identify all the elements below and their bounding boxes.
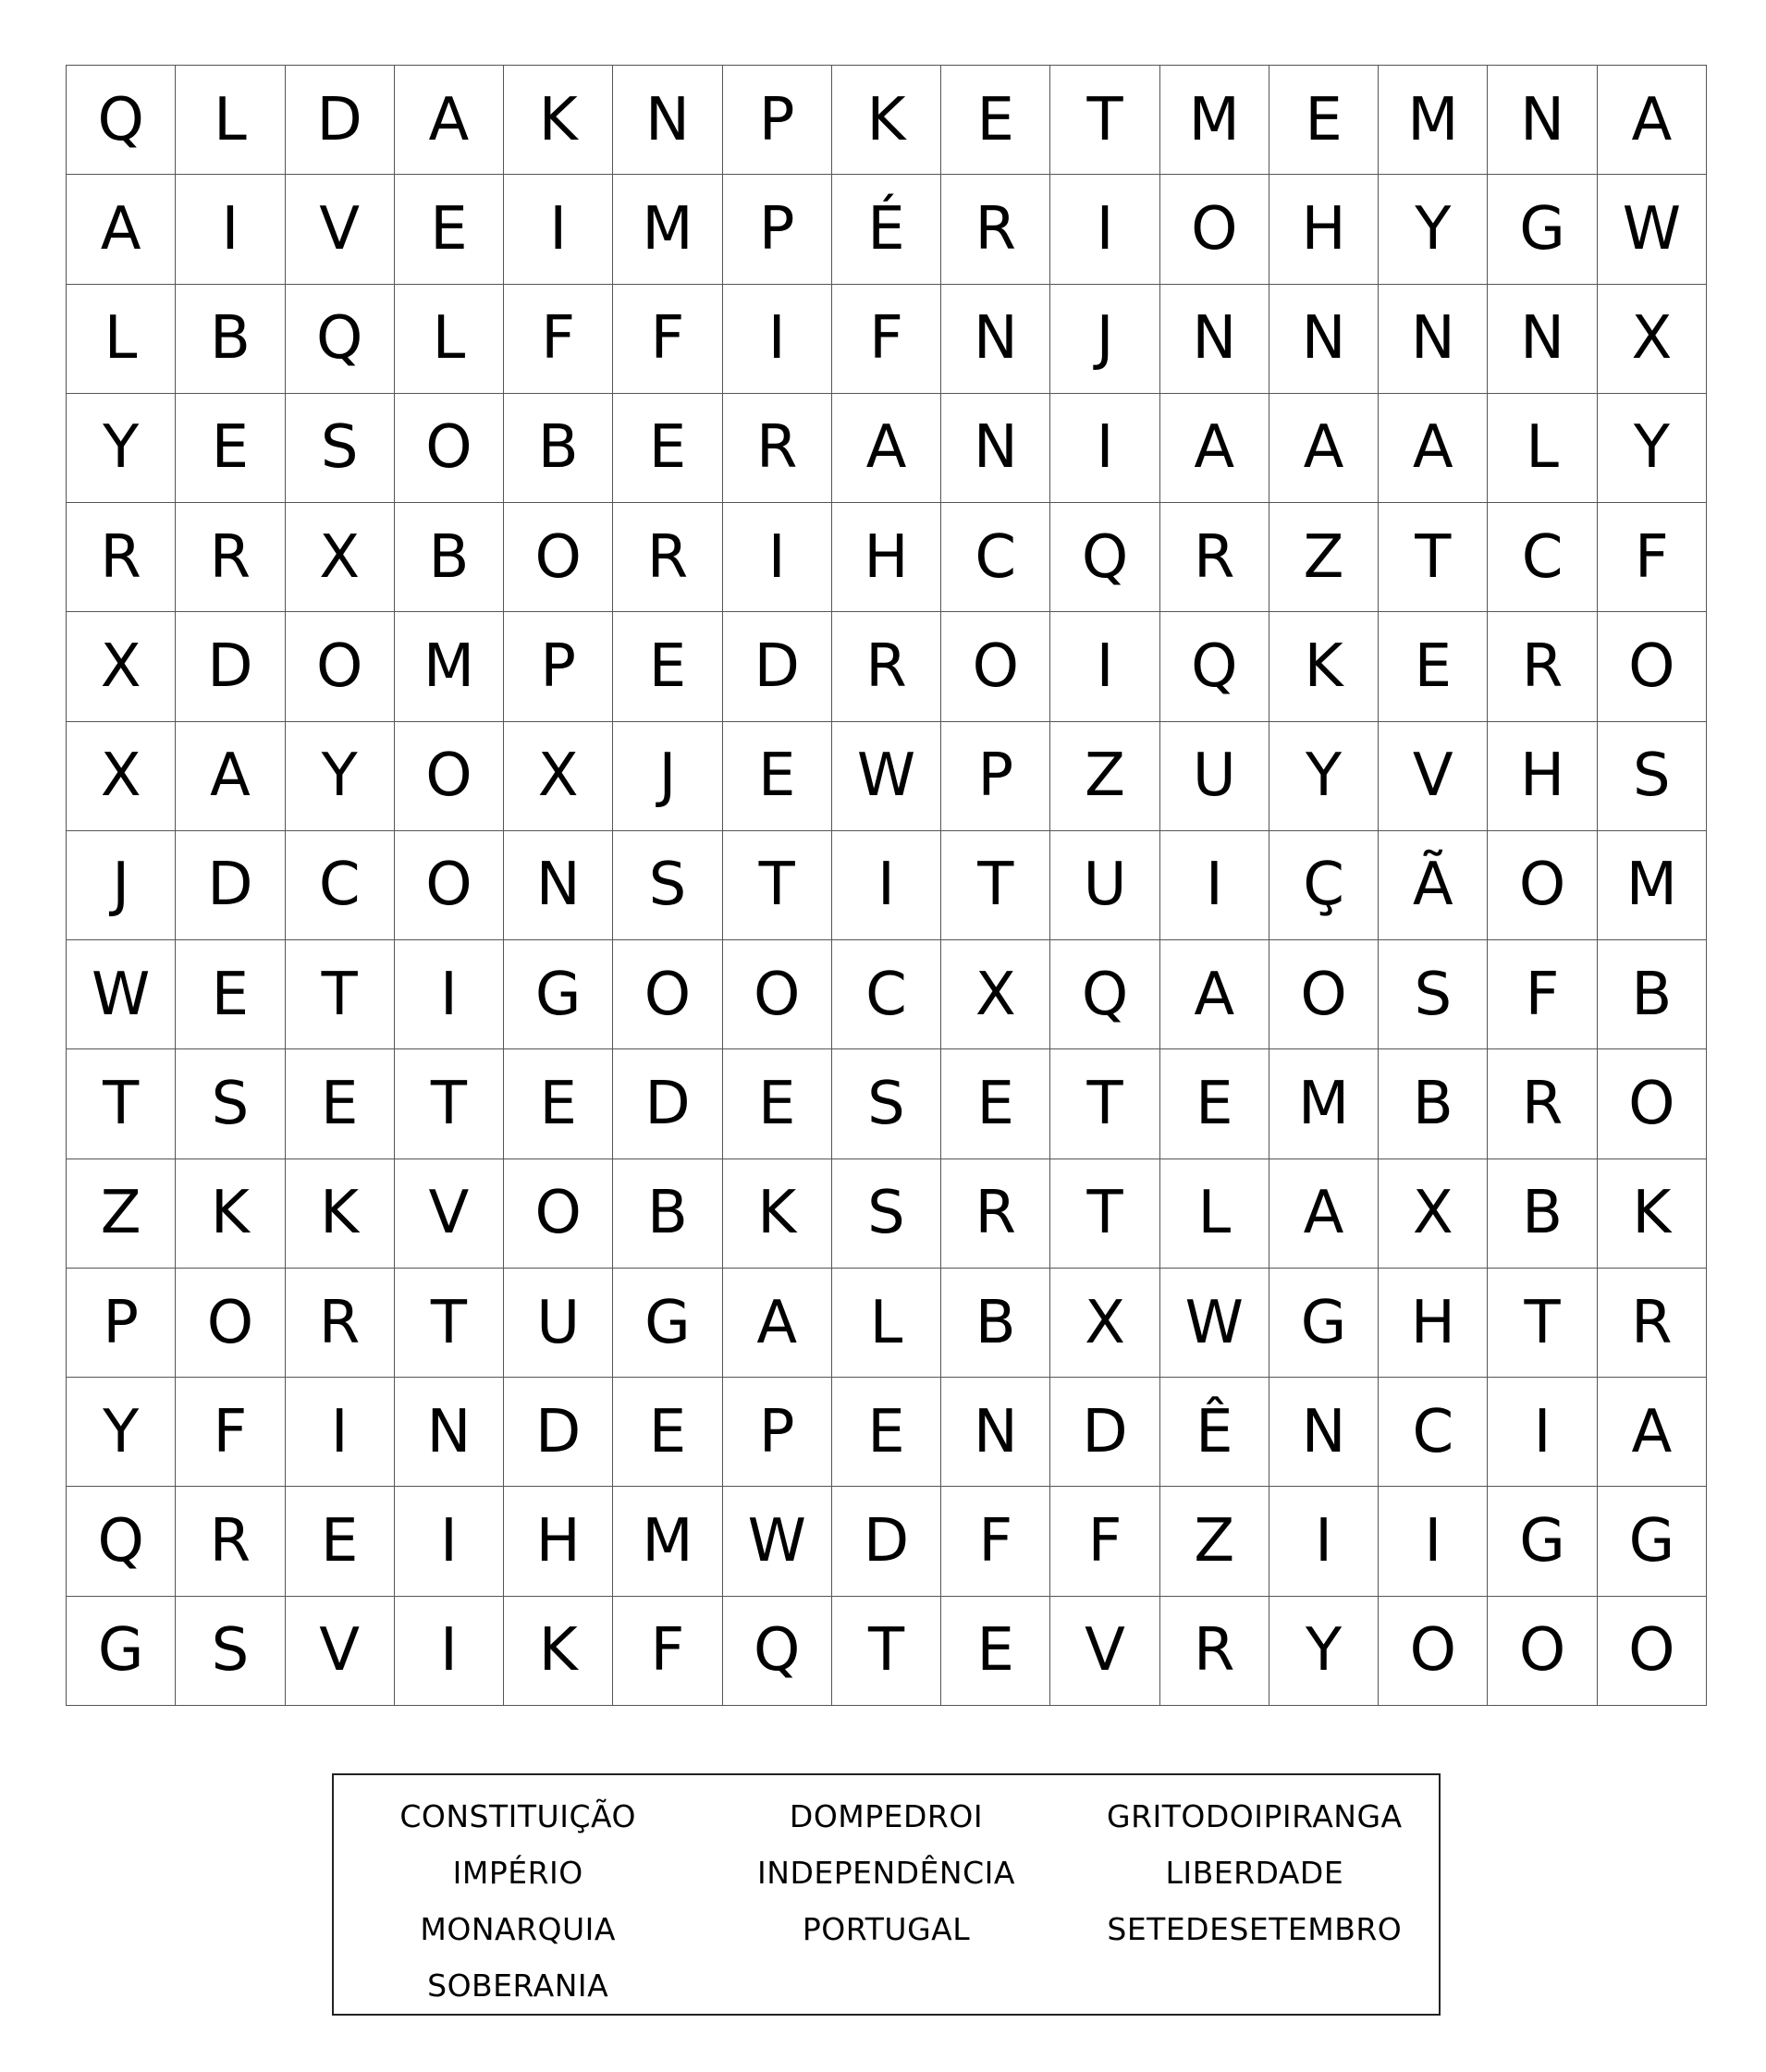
grid-cell[interactable]: E <box>176 394 285 503</box>
grid-cell[interactable]: R <box>176 1487 285 1596</box>
grid-cell[interactable]: T <box>395 1049 504 1159</box>
grid-cell[interactable]: R <box>832 612 941 721</box>
grid-cell[interactable]: W <box>723 1487 832 1596</box>
grid-cell[interactable]: N <box>613 66 722 175</box>
grid-cell[interactable]: E <box>1379 612 1488 721</box>
grid-cell[interactable]: B <box>395 503 504 612</box>
grid-cell[interactable]: N <box>1269 285 1379 394</box>
grid-cell[interactable]: W <box>832 722 941 831</box>
grid-cell[interactable]: L <box>1488 394 1597 503</box>
grid-cell[interactable]: O <box>1160 175 1269 284</box>
grid-cell[interactable]: B <box>176 285 285 394</box>
grid-cell[interactable]: T <box>941 831 1050 940</box>
grid-cell[interactable]: I <box>1160 831 1269 940</box>
grid-cell[interactable]: X <box>941 940 1050 1049</box>
grid-cell[interactable]: G <box>1488 1487 1597 1596</box>
word-list-item: IMPÉRIO <box>452 1855 583 1891</box>
grid-cell[interactable]: A <box>1269 1159 1379 1269</box>
grid-cell[interactable]: O <box>1379 1597 1488 1706</box>
grid-cell[interactable]: I <box>1050 612 1159 721</box>
grid-cell[interactable]: E <box>613 612 722 721</box>
grid-cell[interactable]: A <box>395 66 504 175</box>
grid-cell[interactable]: Y <box>67 394 176 503</box>
grid-cell[interactable]: M <box>613 1487 722 1596</box>
grid-cell[interactable]: S <box>613 831 722 940</box>
grid-cell[interactable]: K <box>504 1597 613 1706</box>
grid-cell[interactable]: E <box>1160 1049 1269 1159</box>
grid-cell[interactable]: R <box>613 503 722 612</box>
grid-cell[interactable]: O <box>1488 831 1597 940</box>
grid-cell[interactable]: R <box>1160 503 1269 612</box>
grid-cell[interactable]: T <box>1050 1159 1159 1269</box>
grid-cell[interactable]: F <box>1598 503 1707 612</box>
grid-cell[interactable]: E <box>613 394 722 503</box>
grid-cell[interactable]: O <box>941 612 1050 721</box>
grid-cell[interactable]: R <box>941 1159 1050 1269</box>
grid-cell[interactable]: X <box>67 612 176 721</box>
grid-cell[interactable]: P <box>723 66 832 175</box>
grid-cell[interactable]: S <box>1598 722 1707 831</box>
grid-cell[interactable]: K <box>723 1159 832 1269</box>
grid-cell[interactable]: D <box>286 66 395 175</box>
grid-cell[interactable]: F <box>941 1487 1050 1596</box>
grid-cell[interactable]: C <box>1379 1378 1488 1487</box>
grid-cell[interactable]: S <box>1379 940 1488 1049</box>
grid-cell[interactable]: D <box>176 831 285 940</box>
grid-cell[interactable]: A <box>67 175 176 284</box>
grid-cell[interactable]: Q <box>67 66 176 175</box>
grid-cell[interactable]: Z <box>1050 722 1159 831</box>
grid-cell[interactable]: E <box>941 1597 1050 1706</box>
grid-cell[interactable]: A <box>1598 1378 1707 1487</box>
grid-cell[interactable]: D <box>832 1487 941 1596</box>
grid-cell[interactable]: Z <box>1269 503 1379 612</box>
grid-cell[interactable]: M <box>613 175 722 284</box>
grid-cell[interactable]: G <box>1269 1269 1379 1378</box>
grid-cell[interactable]: U <box>1160 722 1269 831</box>
grid-cell[interactable]: O <box>286 612 395 721</box>
grid-cell[interactable]: F <box>504 285 613 394</box>
grid-cell[interactable]: A <box>1160 394 1269 503</box>
grid-cell[interactable]: I <box>1050 394 1159 503</box>
grid-cell[interactable]: H <box>1488 722 1597 831</box>
grid-cell[interactable]: X <box>504 722 613 831</box>
grid-cell[interactable]: B <box>941 1269 1050 1378</box>
grid-cell[interactable]: B <box>1488 1159 1597 1269</box>
grid-cell[interactable]: T <box>1379 503 1488 612</box>
grid-cell[interactable]: T <box>286 940 395 1049</box>
grid-cell[interactable]: E <box>1269 66 1379 175</box>
grid-cell[interactable]: H <box>1269 175 1379 284</box>
grid-cell[interactable]: L <box>176 66 285 175</box>
grid-cell[interactable]: Q <box>67 1487 176 1596</box>
word-list-item: SOBERANIA <box>427 1968 609 2004</box>
grid-cell[interactable]: D <box>1050 1378 1159 1487</box>
word-list-box <box>332 1773 1441 2016</box>
grid-cell[interactable]: Y <box>1269 722 1379 831</box>
grid-cell[interactable]: M <box>395 612 504 721</box>
grid-cell[interactable]: B <box>1379 1049 1488 1159</box>
grid-cell[interactable]: Z <box>67 1159 176 1269</box>
grid-cell[interactable]: E <box>286 1487 395 1596</box>
grid-cell[interactable]: E <box>941 66 1050 175</box>
grid-cell[interactable]: R <box>176 503 285 612</box>
grid-cell[interactable]: A <box>832 394 941 503</box>
grid-cell[interactable]: F <box>832 285 941 394</box>
grid-cell[interactable]: A <box>1598 66 1707 175</box>
grid-cell[interactable]: K <box>1269 612 1379 721</box>
grid-cell[interactable]: S <box>286 394 395 503</box>
grid-cell[interactable]: R <box>1488 1049 1597 1159</box>
grid-cell[interactable]: X <box>1379 1159 1488 1269</box>
grid-cell[interactable]: O <box>1269 940 1379 1049</box>
grid-cell[interactable]: R <box>941 175 1050 284</box>
grid-cell[interactable]: R <box>1488 612 1597 721</box>
word-list-item: PORTUGAL <box>802 1911 971 1947</box>
grid-cell[interactable]: A <box>1160 940 1269 1049</box>
word-list <box>334 1788 1439 2014</box>
grid-cell[interactable]: T <box>1050 66 1159 175</box>
grid-cell[interactable]: Ê <box>1160 1378 1269 1487</box>
grid-cell[interactable]: V <box>286 1597 395 1706</box>
grid-cell[interactable]: N <box>1160 285 1269 394</box>
grid-cell[interactable]: O <box>1488 1597 1597 1706</box>
grid-cell[interactable]: V <box>1379 722 1488 831</box>
grid-cell[interactable]: X <box>286 503 395 612</box>
grid-cell[interactable]: E <box>723 722 832 831</box>
grid-cell[interactable]: D <box>176 612 285 721</box>
grid-cell[interactable]: I <box>286 1378 395 1487</box>
grid-cell[interactable]: T <box>67 1049 176 1159</box>
grid-cell[interactable]: P <box>723 1378 832 1487</box>
grid-cell[interactable]: I <box>723 285 832 394</box>
grid-cell[interactable]: K <box>1598 1159 1707 1269</box>
grid-cell[interactable]: O <box>1598 1049 1707 1159</box>
grid-cell[interactable]: M <box>1598 831 1707 940</box>
grid-cell[interactable]: G <box>67 1597 176 1706</box>
grid-cell[interactable]: R <box>723 394 832 503</box>
grid-cell[interactable]: O <box>1598 612 1707 721</box>
grid-cell[interactable]: Q <box>286 285 395 394</box>
grid-cell[interactable]: M <box>1269 1049 1379 1159</box>
grid-cell[interactable]: F <box>613 1597 722 1706</box>
grid-cell[interactable]: A <box>1269 394 1379 503</box>
grid-cell[interactable]: O <box>395 394 504 503</box>
grid-cell[interactable]: S <box>176 1049 285 1159</box>
grid-cell[interactable]: T <box>1488 1269 1597 1378</box>
grid-cell[interactable]: J <box>67 831 176 940</box>
grid-cell[interactable]: N <box>1488 285 1597 394</box>
grid-cell[interactable]: Q <box>1050 940 1159 1049</box>
grid-cell[interactable]: W <box>1160 1269 1269 1378</box>
grid-cell[interactable]: N <box>1379 285 1488 394</box>
grid-cell[interactable]: H <box>832 503 941 612</box>
grid-cell[interactable]: E <box>286 1049 395 1159</box>
grid-cell[interactable]: O <box>1598 1597 1707 1706</box>
grid-cell[interactable]: F <box>1050 1487 1159 1596</box>
grid-cell[interactable]: I <box>1050 175 1159 284</box>
grid-cell[interactable]: É <box>832 175 941 284</box>
grid-cell[interactable]: X <box>67 722 176 831</box>
grid-cell[interactable]: P <box>67 1269 176 1378</box>
grid-cell[interactable]: E <box>395 175 504 284</box>
grid-cell[interactable]: F <box>1488 940 1597 1049</box>
grid-cell[interactable]: O <box>395 831 504 940</box>
grid-cell[interactable]: P <box>723 175 832 284</box>
grid-cell[interactable]: O <box>504 1159 613 1269</box>
grid-cell[interactable]: T <box>395 1269 504 1378</box>
grid-cell[interactable]: A <box>723 1269 832 1378</box>
grid-cell[interactable]: N <box>941 1378 1050 1487</box>
grid-cell[interactable]: N <box>1269 1378 1379 1487</box>
grid-cell[interactable]: C <box>286 831 395 940</box>
grid-cell[interactable]: E <box>504 1049 613 1159</box>
grid-cell[interactable]: E <box>723 1049 832 1159</box>
word-list-item: INDEPENDÊNCIA <box>757 1855 1015 1891</box>
grid-cell[interactable]: S <box>832 1159 941 1269</box>
grid-cell[interactable]: N <box>395 1378 504 1487</box>
grid-cell[interactable]: M <box>1379 66 1488 175</box>
grid-cell[interactable]: O <box>613 940 722 1049</box>
grid-cell[interactable]: N <box>941 285 1050 394</box>
grid-cell[interactable]: Y <box>1269 1597 1379 1706</box>
grid-cell[interactable]: U <box>1050 831 1159 940</box>
grid-cell[interactable]: I <box>1488 1378 1597 1487</box>
grid-cell[interactable]: G <box>1488 175 1597 284</box>
grid-cell[interactable]: U <box>504 1269 613 1378</box>
grid-cell[interactable]: O <box>504 503 613 612</box>
grid-cell[interactable]: K <box>286 1159 395 1269</box>
grid-cell[interactable]: I <box>1379 1487 1488 1596</box>
grid-cell[interactable]: R <box>1598 1269 1707 1378</box>
grid-cell[interactable]: V <box>1050 1597 1159 1706</box>
grid-cell[interactable]: I <box>176 175 285 284</box>
grid-cell[interactable]: E <box>176 940 285 1049</box>
grid-cell[interactable]: L <box>1160 1159 1269 1269</box>
grid-cell[interactable]: L <box>832 1269 941 1378</box>
grid-cell[interactable]: F <box>176 1378 285 1487</box>
grid-cell[interactable]: C <box>941 503 1050 612</box>
grid-cell[interactable]: S <box>176 1597 285 1706</box>
word-list-item: DOMPEDROI <box>789 1798 984 1834</box>
grid-cell[interactable]: D <box>723 612 832 721</box>
grid-cell[interactable]: Y <box>286 722 395 831</box>
grid-cell[interactable]: C <box>832 940 941 1049</box>
grid-cell[interactable]: B <box>1598 940 1707 1049</box>
grid-cell[interactable]: Q <box>1160 612 1269 721</box>
grid-cell[interactable]: K <box>504 66 613 175</box>
grid-cell[interactable]: I <box>832 831 941 940</box>
grid-cell[interactable]: E <box>613 1378 722 1487</box>
word-list-item: MONARQUIA <box>420 1911 616 1947</box>
grid-cell[interactable]: C <box>1488 503 1597 612</box>
grid-cell[interactable]: P <box>941 722 1050 831</box>
grid-cell[interactable]: D <box>504 1378 613 1487</box>
word-list-item: GRITODOIPIRANGA <box>1107 1798 1403 1834</box>
grid-cell[interactable]: Z <box>1160 1487 1269 1596</box>
grid-cell[interactable]: L <box>67 285 176 394</box>
grid-cell[interactable]: H <box>1379 1269 1488 1378</box>
grid-cell[interactable]: Y <box>1598 394 1707 503</box>
grid-cell[interactable]: B <box>613 1159 722 1269</box>
grid-cell[interactable]: N <box>504 831 613 940</box>
grid-cell[interactable]: I <box>395 1487 504 1596</box>
grid-cell[interactable]: T <box>832 1597 941 1706</box>
grid-cell[interactable]: M <box>1160 66 1269 175</box>
grid-cell[interactable]: E <box>832 1378 941 1487</box>
grid-cell[interactable]: O <box>176 1269 285 1378</box>
grid-cell[interactable]: H <box>504 1487 613 1596</box>
grid-cell[interactable]: I <box>723 503 832 612</box>
grid-cell[interactable]: Y <box>1379 175 1488 284</box>
grid-cell[interactable]: R <box>1160 1597 1269 1706</box>
grid-cell[interactable]: I <box>395 940 504 1049</box>
grid-cell[interactable]: R <box>67 503 176 612</box>
grid-cell[interactable]: Q <box>1050 503 1159 612</box>
grid-cell[interactable]: W <box>1598 175 1707 284</box>
grid-cell[interactable]: O <box>723 940 832 1049</box>
word-list-item: SETEDESETEMBRO <box>1107 1911 1403 1947</box>
grid-cell[interactable]: X <box>1598 285 1707 394</box>
grid-cell[interactable]: P <box>504 612 613 721</box>
grid-cell[interactable]: S <box>832 1049 941 1159</box>
grid-cell[interactable]: G <box>1598 1487 1707 1596</box>
grid-cell[interactable]: A <box>176 722 285 831</box>
grid-cell[interactable]: K <box>832 66 941 175</box>
word-list-item: CONSTITUIÇÃO <box>399 1798 636 1834</box>
grid-cell[interactable]: X <box>1050 1269 1159 1378</box>
grid-cell[interactable]: N <box>941 394 1050 503</box>
grid-cell[interactable]: E <box>941 1049 1050 1159</box>
grid-cell[interactable]: N <box>1488 66 1597 175</box>
grid-cell[interactable]: D <box>613 1049 722 1159</box>
grid-cell[interactable]: Ã <box>1379 831 1488 940</box>
grid-cell[interactable]: Y <box>67 1378 176 1487</box>
word-list-item: LIBERDADE <box>1165 1855 1344 1891</box>
grid-cell[interactable]: K <box>176 1159 285 1269</box>
grid-cell[interactable]: J <box>1050 285 1159 394</box>
grid-cell[interactable]: R <box>286 1269 395 1378</box>
grid-cell[interactable]: Ç <box>1269 831 1379 940</box>
grid-cell[interactable]: W <box>67 940 176 1049</box>
grid-cell[interactable]: B <box>504 394 613 503</box>
grid-cell[interactable]: J <box>613 722 722 831</box>
grid-cell[interactable]: G <box>613 1269 722 1378</box>
grid-cell[interactable]: V <box>395 1159 504 1269</box>
word-search-grid <box>66 65 1707 1706</box>
grid-cell[interactable]: T <box>1050 1049 1159 1159</box>
grid-cell[interactable]: I <box>395 1597 504 1706</box>
grid-cell[interactable]: G <box>504 940 613 1049</box>
grid-cell[interactable]: O <box>395 722 504 831</box>
grid-cell[interactable]: T <box>723 831 832 940</box>
grid-cell[interactable]: Q <box>723 1597 832 1706</box>
grid-cell[interactable]: I <box>504 175 613 284</box>
grid-cell[interactable]: I <box>1269 1487 1379 1596</box>
grid-cell[interactable]: A <box>1379 394 1488 503</box>
grid-cell[interactable]: V <box>286 175 395 284</box>
grid-cell[interactable]: L <box>395 285 504 394</box>
grid-cell[interactable]: F <box>613 285 722 394</box>
